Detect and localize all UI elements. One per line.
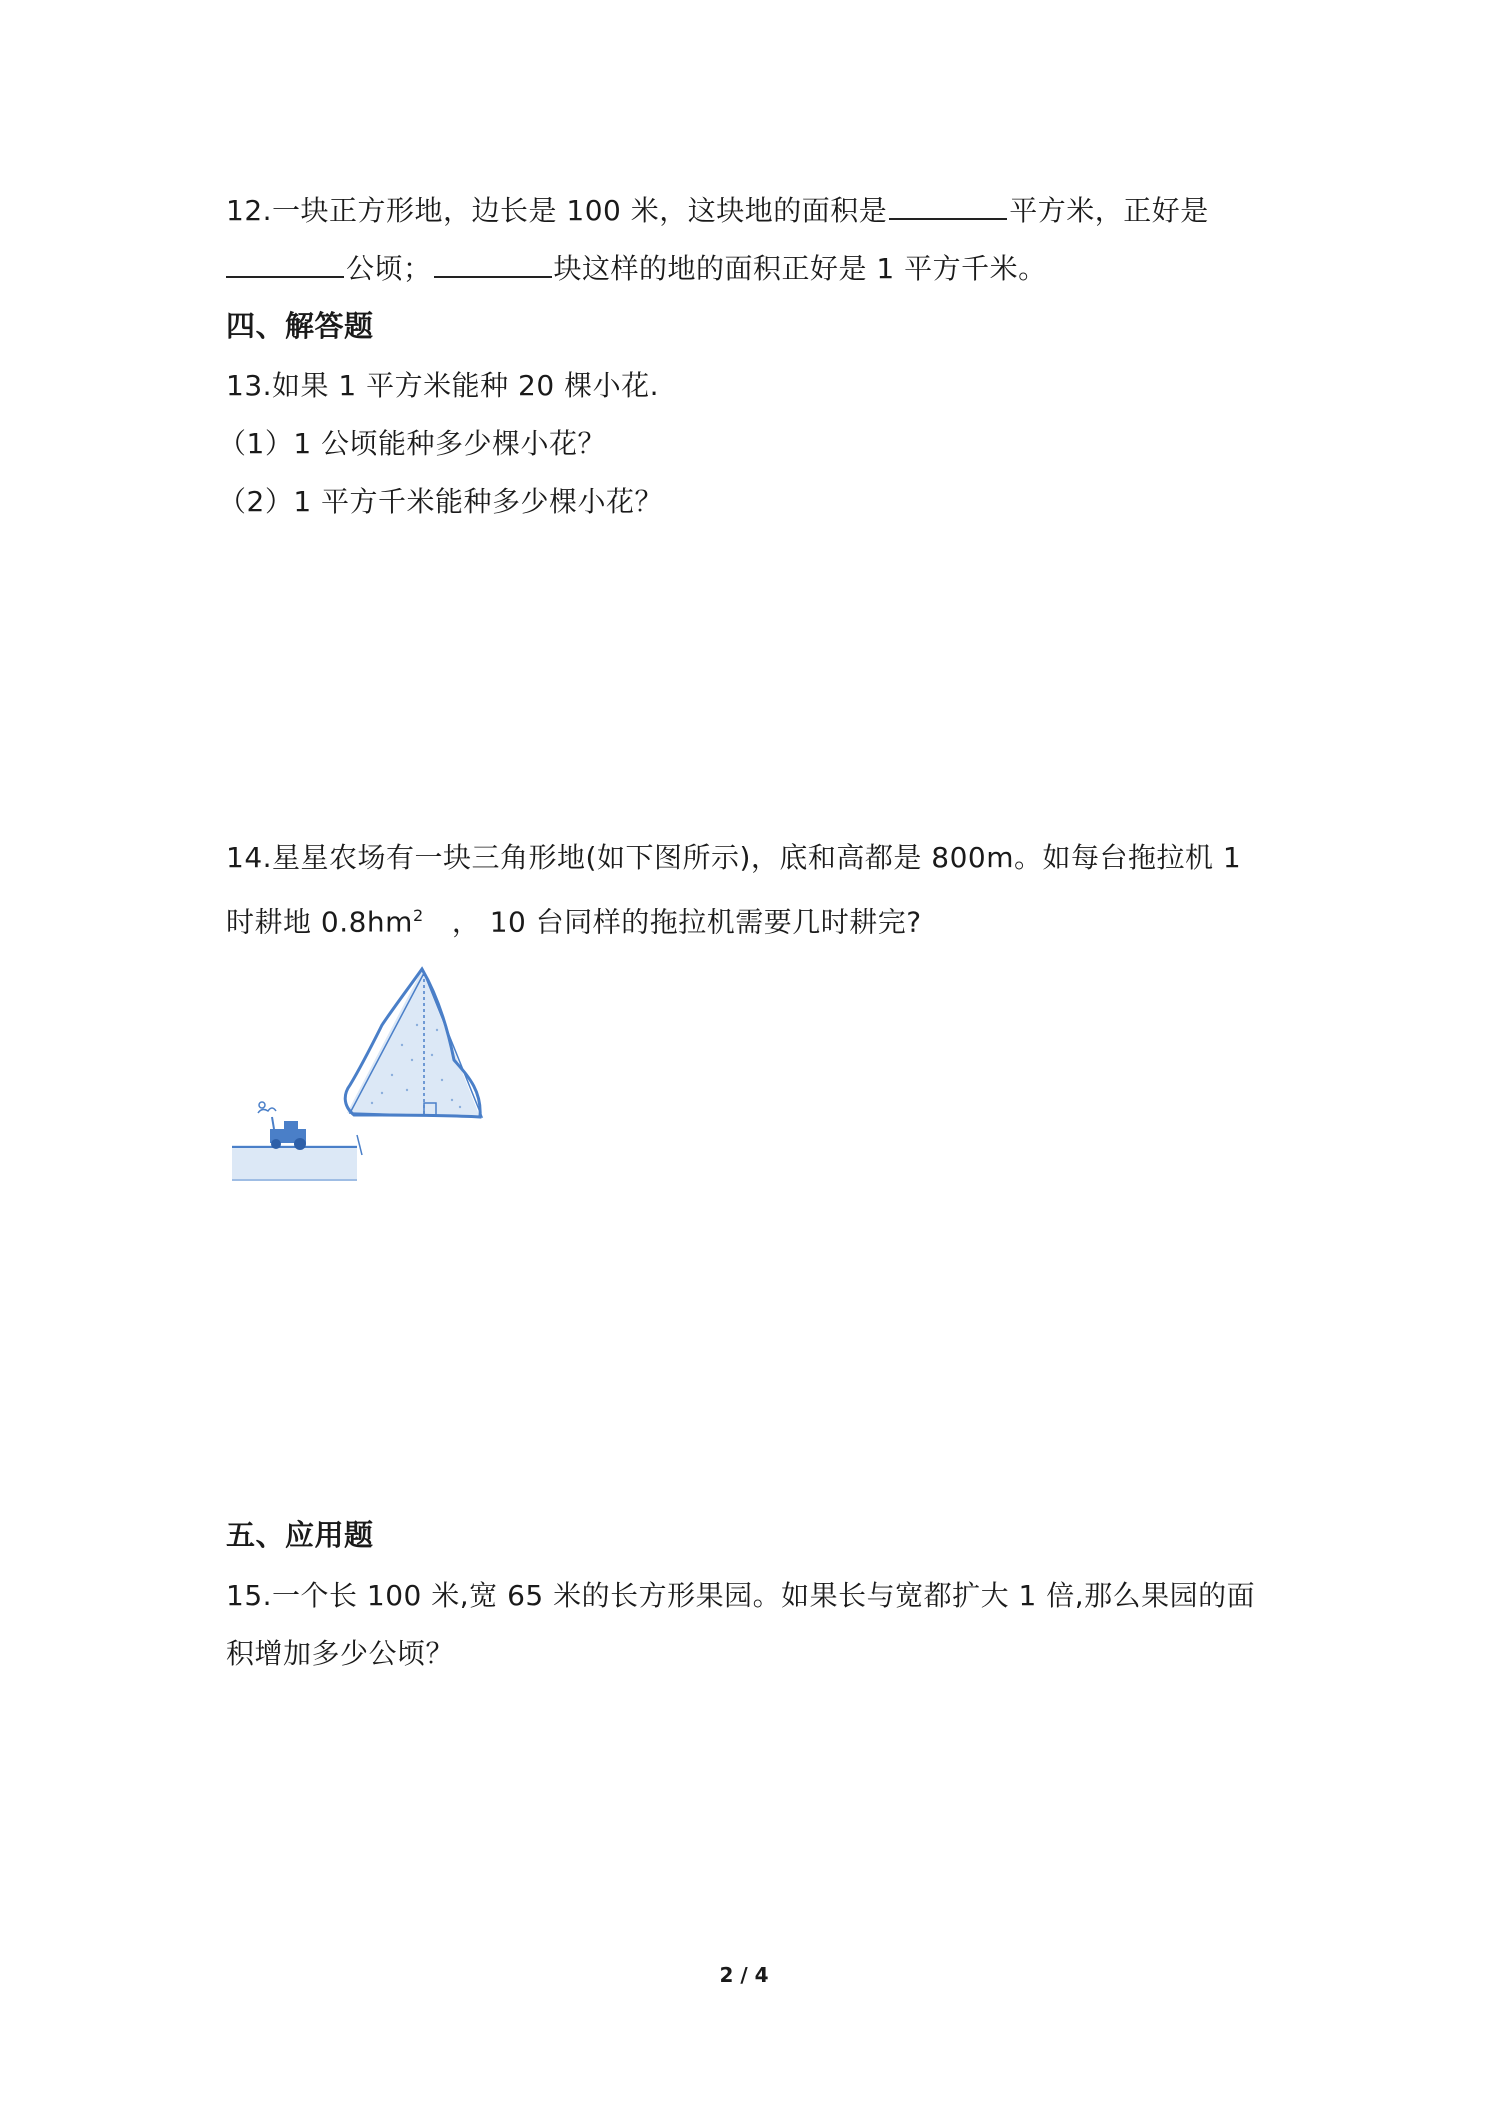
section-4-heading: 四、解答题 <box>226 309 374 343</box>
q12-text-2b: 块这样的地的面积正好是 1 平方千米。 <box>553 252 1047 285</box>
q14-line-1: 14.星星农场有一块三角形地(如下图所示)，底和高都是 800m。如每台拖拉机 1 <box>226 841 1242 874</box>
page-number: 2 / 4 <box>719 1963 769 1987</box>
section-5-heading: 五、应用题 <box>226 1518 374 1552</box>
ground-strip <box>232 1145 357 1180</box>
q14-superscript: 2 <box>412 906 424 925</box>
q15-line-1: 15.一个长 100 米,宽 65 米的长方形果园。如果长与宽都扩大 1 倍,那么果园的面 <box>226 1579 1256 1612</box>
q15-line-2: 积增加多少公顷？ <box>226 1637 455 1670</box>
q12-line-1 <box>226 190 1209 231</box>
q13-part-1: （1）1 公顷能种多少棵小花？ <box>218 427 607 460</box>
q13-part-2: （2）1 平方千米能种多少棵小花？ <box>218 485 664 518</box>
q14-text-2a: 时耕地 0.8hm <box>226 905 413 939</box>
triangle-field-figure <box>232 965 492 1190</box>
q14-text-2b: ， 10 台同样的拖拉机需要几时耕完? <box>451 905 922 939</box>
tractor-icon <box>258 1102 306 1150</box>
ground-edge <box>357 1135 362 1155</box>
q12-blank-1[interactable] <box>889 190 1007 220</box>
q14-line-2 <box>226 896 922 942</box>
q12-line-2 <box>226 248 1047 289</box>
q12-text-2a: 公顷； <box>346 252 432 285</box>
q12-blank-2[interactable] <box>226 248 344 278</box>
q12-blank-3[interactable] <box>434 248 552 278</box>
q12-text-1a: 12.一块正方形地，边长是 100 米，这块地的面积是 <box>226 194 888 227</box>
q12-text-1b: 平方米，正好是 <box>1009 194 1209 227</box>
q13-stem: 13.如果 1 平方米能种 20 棵小花. <box>226 369 659 402</box>
